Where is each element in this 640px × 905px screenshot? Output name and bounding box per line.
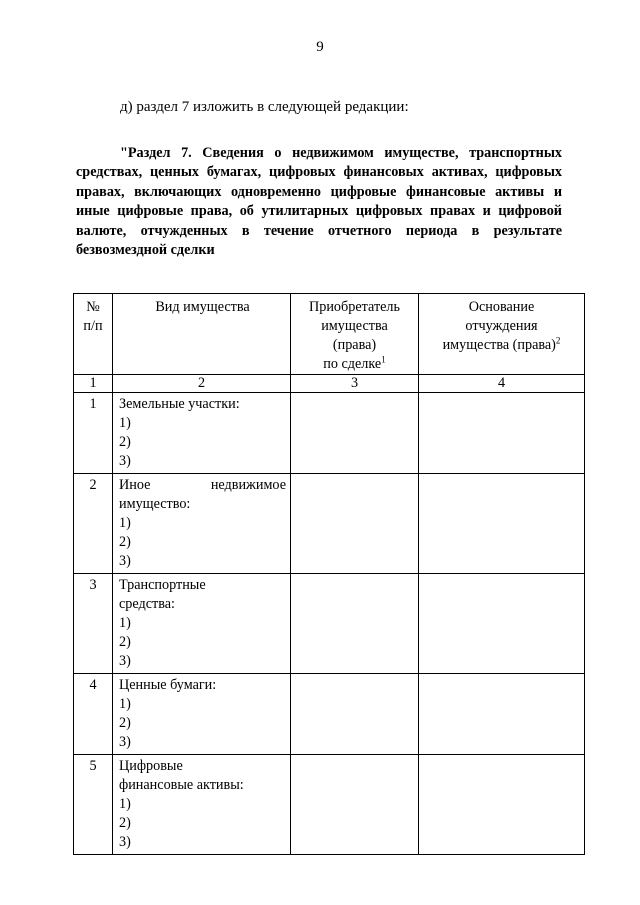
row-basis-cell[interactable] <box>419 674 585 755</box>
row-basis-cell[interactable] <box>419 755 585 855</box>
table-row <box>74 393 585 474</box>
page-number: 9 <box>316 39 324 55</box>
row-number: 5 <box>74 755 113 855</box>
row-kind: Транспортные средства: 1) 2) 3) <box>113 574 291 674</box>
section-heading: "Раздел 7. Сведения о недвижимом имуществе, транспортных средствах, ценных бумагах, цифровых финансовых активах, цифровых правах, включающих одновременно цифровые финансовые активы и иные цифровые права, об утилитарных цифровых правах и цифровой валюте, отчужденных в течение отчетного периода в результате безвозмездной сделки <box>76 145 562 259</box>
row-acquirer-cell[interactable] <box>291 393 419 474</box>
table-row <box>74 474 585 574</box>
column-index: 3 <box>291 375 419 393</box>
row-number: 2 <box>74 474 113 574</box>
row-number: 4 <box>74 674 113 755</box>
row-kind: Цифровые финансовые активы: 1) 2) 3) <box>113 755 291 855</box>
header-number: № п/п <box>74 294 113 375</box>
column-index: 1 <box>74 375 113 393</box>
row-acquirer-cell[interactable] <box>291 574 419 674</box>
footnote-ref-1: 1 <box>381 354 386 365</box>
footnote-ref-2: 2 <box>555 335 561 346</box>
column-index: 4 <box>419 375 585 393</box>
row-number: 3 <box>74 574 113 674</box>
table-row <box>74 755 585 855</box>
column-index-row <box>74 375 585 393</box>
row-kind: Ценные бумаги: 1) 2) 3) <box>113 674 291 755</box>
header-kind: Вид имущества <box>113 294 291 375</box>
property-table <box>73 293 585 855</box>
column-index: 2 <box>113 375 291 393</box>
row-acquirer-cell[interactable] <box>291 474 419 574</box>
row-kind: Иное недвижимое имущество: 1) 2) 3) <box>113 474 291 574</box>
table-row <box>74 574 585 674</box>
table-header-row <box>74 294 585 375</box>
table-row <box>74 674 585 755</box>
row-kind: Земельные участки: 1) 2) 3) <box>113 393 291 474</box>
intro-paragraph: д) раздел 7 изложить в следующей редакции: <box>120 99 409 115</box>
header-basis: Основание отчуждения имущества (права)$^2$ <box>419 294 585 375</box>
header-acquirer: Приобретатель имущества (права) по сделке$^1$ <box>291 294 419 375</box>
row-acquirer-cell[interactable] <box>291 755 419 855</box>
row-basis-cell[interactable] <box>419 574 585 674</box>
row-number: 1 <box>74 393 113 474</box>
row-basis-cell[interactable] <box>419 474 585 574</box>
header-basis-line3: имущества (права) <box>442 337 556 353</box>
header-acquirer-line4: по сделке <box>323 356 382 372</box>
row-acquirer-cell[interactable] <box>291 674 419 755</box>
row-basis-cell[interactable] <box>419 393 585 474</box>
